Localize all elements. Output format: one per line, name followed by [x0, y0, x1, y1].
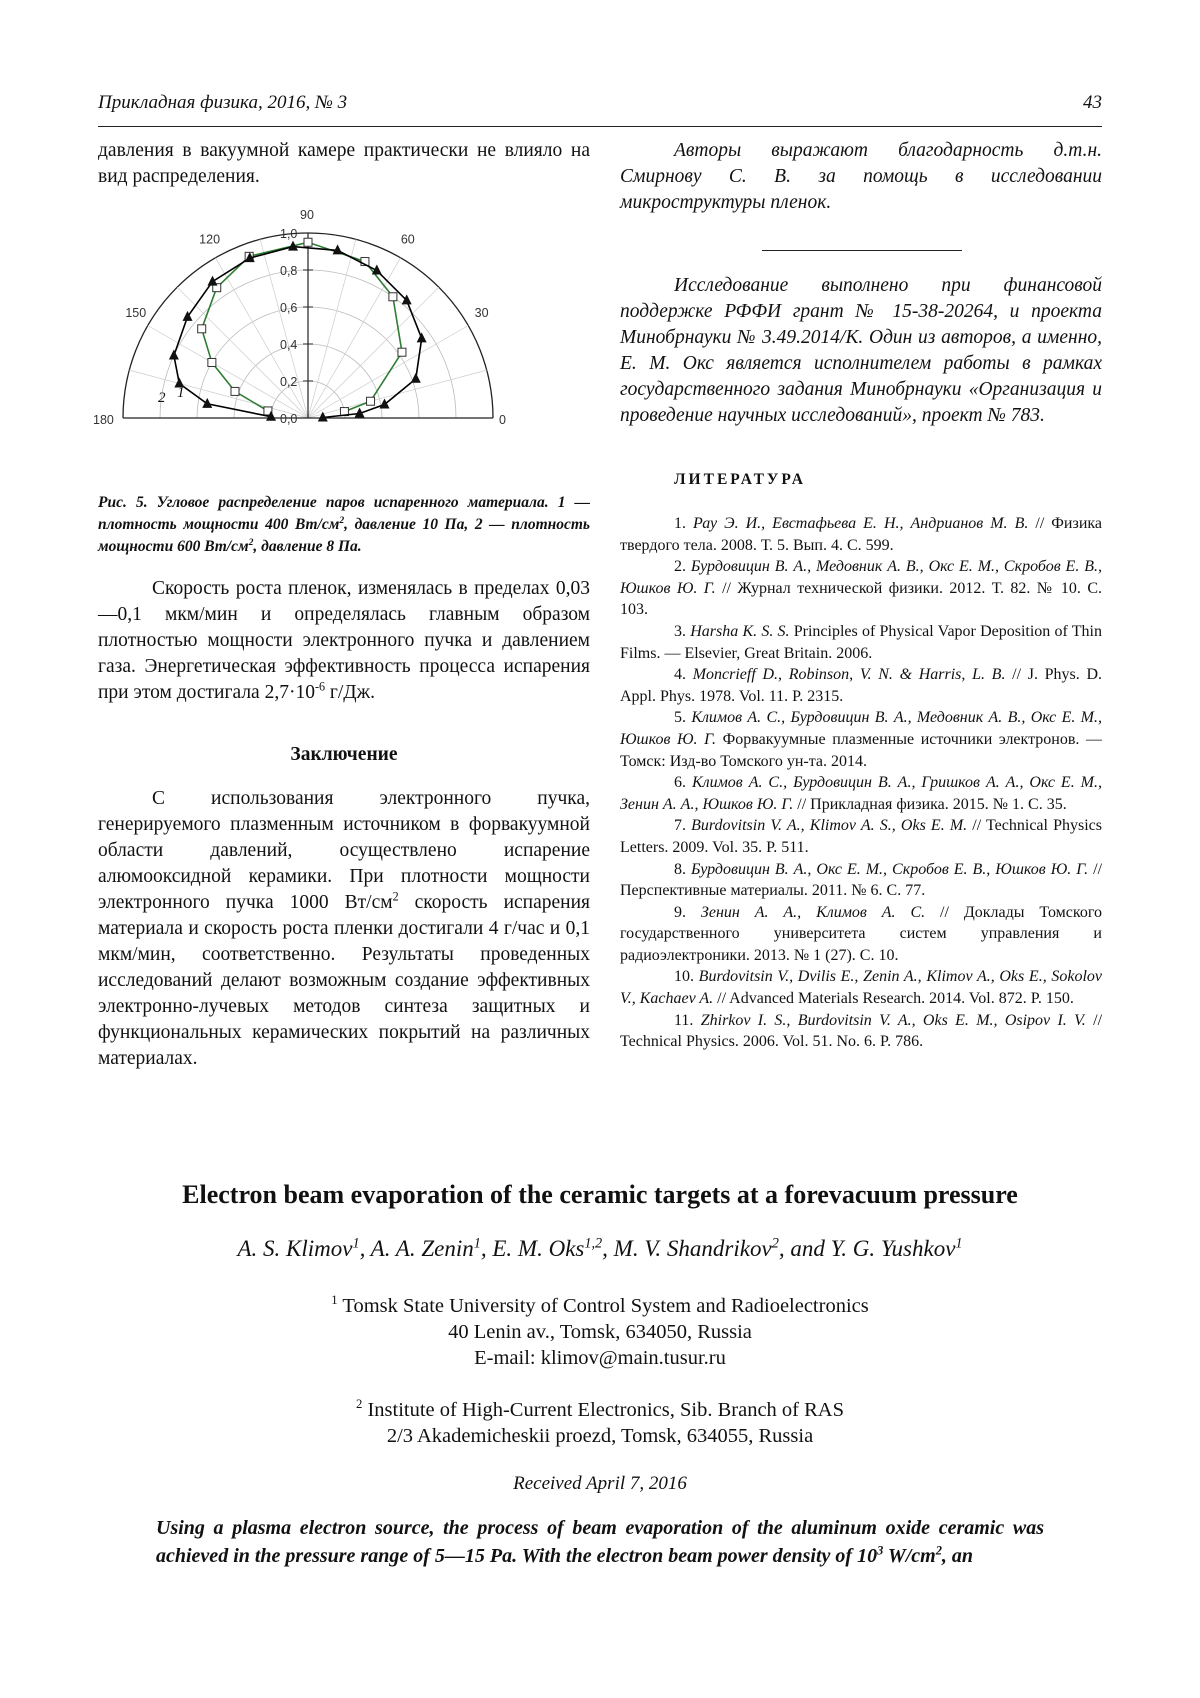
- reference-details: // Журнал технической физики. 2012. Т. 82. № 10. С. 103.: [620, 579, 1103, 619]
- radial-tick-label: 0,8: [280, 264, 298, 278]
- author-name: A. A. Zenin: [370, 1236, 474, 1261]
- polar-chart: [93, 208, 590, 478]
- conclusion-text-end: скорость испарения материала и скорость роста пленки достигали 4 г/час и 0,1 мкм/мин, соответственно. Результаты проведенных исследований делают возможным создание эффективных электронно-лучевых методов синтеза защитных и функциональных керамических покрытий на различных материалах.: [98, 892, 590, 1069]
- radial-tick-label: 1,0: [280, 227, 298, 241]
- caption-line2: 2 — плотность мощности 600 Вт/см: [98, 516, 590, 555]
- reference-authors: Климов А. С., Бурдовицин В. А., Медовник А. В., Окс Е. М., Юшков Ю. Г.: [620, 709, 1103, 748]
- reference-details: // Technical Physics Letters. 2009. Vol. 35. P. 511.: [620, 817, 1103, 856]
- author-affiliation-sup: 1,2: [584, 1235, 603, 1252]
- reference-authors: Зенин А. А., Климов А. С.: [700, 903, 926, 921]
- angle-tick-label: 180: [93, 413, 114, 427]
- received-date: Received April 7, 2016: [513, 1473, 687, 1494]
- author-name: A. S. Klimov: [237, 1236, 353, 1261]
- reference-item: [620, 556, 1102, 621]
- journal-header: Прикладная физика, 2016, № 3: [98, 92, 348, 113]
- angle-tick-label: 120: [199, 232, 221, 247]
- data-point-triangle: [202, 398, 212, 408]
- english-title: Electron beam evaporation of the ceramic targets at a forevacuum pressure: [182, 1180, 1018, 1209]
- reference-item: [620, 772, 1102, 815]
- reference-item: [620, 902, 1102, 967]
- caption-label: Рис. 5.: [98, 494, 148, 511]
- data-point-square: [367, 397, 375, 405]
- abstract-sup2: 2: [935, 1543, 942, 1558]
- author-name: M. V. Shandrikov: [613, 1236, 772, 1261]
- reference-item: [620, 966, 1102, 1009]
- data-point-triangle: [169, 349, 179, 359]
- acknowledgment: Авторы выражают благодарность д.т.н. Смирнову С. В. за помощь в исследовании микроструктуры пленок.: [620, 140, 1102, 213]
- data-point-triangle: [207, 276, 217, 286]
- abstract-text: Using a plasma electron source, the process of beam evaporation of the aluminum oxide ceramic was achieved in the pressure range of 5—15 Pa. With the electron beam power density of 10: [156, 1517, 1044, 1567]
- references-list: [620, 513, 1102, 1053]
- aff1-address: 40 Lenin av., Tomsk, 634050, Russia: [448, 1321, 752, 1343]
- author-separator: ,: [480, 1236, 493, 1261]
- funding-note: Исследование выполнено при финансовой поддержке РФФИ грант № 15-38-20264, и проекта Минобрнауки № 3.49.2014/К. Один из авторов, а именно, Е. М. Окс является исполнителем работы в рамках государственного задания Минобрнауки «Организация и проведение научных исследований», проект № 783.: [620, 275, 1102, 426]
- reference-details: Форвакуумные плазменные источники электронов. — Томск: Изд-во Томского ун-та. 2014.: [620, 730, 1102, 770]
- reference-item: [620, 664, 1102, 707]
- reference-details: // Доклады Томского государственного университета систем управления и радиоэлектроники. 2013. № 1 (27). С. 10.: [620, 903, 1103, 964]
- angle-tick-label: 30: [474, 306, 489, 321]
- abstract-mid: W/cm: [883, 1545, 936, 1567]
- reference-details: // Перспективные материалы. 2011. № 6. С. 77.: [620, 860, 1103, 900]
- caption-line2-post: , давление 8 Па.: [253, 538, 362, 555]
- caption-line1: 1 — плотность мощности 400 Вт/см: [98, 494, 591, 533]
- author-affiliation-sup: 1: [352, 1235, 360, 1252]
- author-separator: , and: [778, 1236, 831, 1261]
- reference-number: 10.: [674, 968, 694, 986]
- author-separator: ,: [359, 1236, 371, 1261]
- radial-tick-label: 0,6: [280, 301, 298, 315]
- reference-details: // Прикладная физика. 2015. № 1. С. 35.: [793, 795, 1067, 813]
- reference-item: [620, 859, 1102, 902]
- reference-number: 1.: [674, 515, 686, 532]
- aff2-sup: 2: [355, 1397, 363, 1412]
- chart-series: [169, 238, 427, 421]
- grid-spoke: [308, 239, 356, 418]
- angle-tick-label: 150: [125, 306, 147, 321]
- aff2-name: Institute of High-Current Electronics, Sib. Branch of RAS: [362, 1399, 845, 1421]
- reference-details: // J. Phys. D. Appl. Phys. 1978. Vol. 11. P. 2315.: [620, 666, 1102, 705]
- growth-paragraph: [98, 576, 590, 706]
- reference-item: [620, 815, 1102, 858]
- reference-number: 4.: [674, 666, 686, 684]
- conclusion-text: С использования электронного пучка, генерируемого плазменным источником в форвакуумной области давлений, осуществлено испарение алюмооксидной керамики. При плотности мощности электронного пучка 1000 Вт/см: [98, 788, 590, 913]
- reference-details: Principles of Physical Vapor Deposition of Thin Films. — Elsevier, Great Britain. 2006.: [620, 622, 1102, 662]
- conclusion-title: Заключение: [290, 744, 398, 765]
- reference-number: 8.: [674, 860, 686, 878]
- growth-text-end: г/Дж.: [325, 682, 375, 703]
- data-point-square: [231, 387, 239, 395]
- data-point-triangle: [411, 373, 421, 383]
- reference-item: [620, 1010, 1102, 1053]
- radial-tick-label: 0,0: [280, 412, 298, 426]
- conclusion-paragraph: [98, 786, 590, 1072]
- reference-details: // Technical Physics. 2006. Vol. 51. No. 6. P. 786.: [620, 1011, 1103, 1051]
- reference-authors: Burdovitsin V., Dvilis E., Zenin A., Klimov A., Oks E., Sokolov V., Kachaev A.: [620, 968, 1103, 1008]
- reference-authors: Рау Э. И., Евстафьева Е. Н., Андрианов М. В.: [693, 515, 1029, 532]
- affiliation-1: [0, 1293, 1200, 1371]
- english-abstract: [156, 1514, 1044, 1570]
- aff2-address: 2/3 Akademicheskii proezd, Tomsk, 634055, Russia: [386, 1425, 814, 1447]
- grid-spoke: [308, 326, 468, 419]
- author-name: Y. G. Yushkov: [830, 1236, 956, 1261]
- aff1-sup: 1: [331, 1293, 338, 1308]
- data-point-square: [208, 359, 216, 367]
- reference-authors: Burdovitsin V. A., Klimov A. S., Oks E. M.: [691, 817, 968, 835]
- data-point-square: [398, 348, 406, 356]
- data-point-square: [198, 325, 206, 333]
- affiliation-2: [0, 1397, 1200, 1449]
- reference-authors: Бурдовицин В. А., Окс Е. М., Скробов Е. В., Юшков Ю. Г.: [691, 860, 1089, 878]
- reference-authors: Zhirkov I. S., Burdovitsin V. A., Oks E. M., Osipov I. V.: [700, 1011, 1086, 1029]
- conclusion-sup: 2: [392, 889, 399, 904]
- reference-item: [620, 621, 1102, 664]
- abstract-text-end: , an: [941, 1545, 974, 1567]
- reference-number: 5.: [674, 709, 686, 727]
- author-name: E. M. Oks: [492, 1236, 585, 1261]
- reference-authors: Harsha K. S. S.: [690, 622, 790, 640]
- growth-text: Скорость роста пленок, изменялась в пределах 0,03—0,1 мкм/мин и определялась главным образом плотностью мощности электронного пучка и давлением газа. Энергетическая эффективность процесса испарения при этом достигала 2,7·10: [98, 578, 590, 703]
- abstract-sup1: 3: [877, 1543, 884, 1558]
- reference-number: 2.: [674, 558, 686, 576]
- angle-tick-label: 90: [300, 208, 314, 222]
- figure-caption: [98, 492, 590, 558]
- aff1-email: E-mail: klimov@main.tusur.ru: [474, 1347, 726, 1369]
- aff1-name: Tomsk State University of Control System and Radioelectronics: [337, 1295, 869, 1317]
- radial-tick-label: 0,2: [280, 375, 298, 389]
- right-column: [620, 138, 1102, 1053]
- caption-line2-sup: 2: [248, 536, 254, 548]
- reference-number: 3.: [674, 622, 686, 640]
- caption-line1-sup: 2: [339, 514, 345, 526]
- reference-number: 11.: [674, 1011, 694, 1029]
- angle-tick-label: 0: [499, 413, 506, 427]
- reference-details: // Advanced Materials Research. 2014. Vol. 872. P. 150.: [713, 990, 1074, 1008]
- page-number: 43: [1083, 92, 1102, 113]
- reference-authors: Moncrieff D., Robinson, V. N. & Harris, L. B.: [692, 666, 1006, 684]
- intro-paragraph: давления в вакуумной камере практически не влияло на вид распределения.: [98, 140, 590, 187]
- separator-rule: [762, 250, 962, 251]
- reference-item: [620, 513, 1102, 556]
- left-column: [98, 138, 590, 190]
- caption-line1-post: , давление 10 Па,: [344, 516, 469, 533]
- data-point-square: [304, 238, 312, 246]
- chart-labels: [93, 208, 506, 427]
- reference-authors: Климов А. С., Бурдовицин В. А., Гришков А. А., Окс Е. М., Зенин А. А., Юшков Ю. Г.: [620, 774, 1102, 813]
- reference-number: 7.: [674, 817, 686, 835]
- angle-tick-label: 60: [400, 232, 415, 247]
- growth-section: [98, 576, 590, 1072]
- author-affiliation-sup: 2: [771, 1235, 779, 1252]
- reference-number: 9.: [674, 903, 686, 921]
- author-separator: ,: [602, 1236, 614, 1261]
- radial-tick-label: 0,4: [280, 338, 298, 352]
- reference-item: [620, 707, 1102, 772]
- header-rule: [98, 126, 1102, 127]
- grid-spoke: [308, 258, 401, 418]
- reference-details: // Физика твердого тела. 2008. Т. 5. Вып. 4. С. 599.: [620, 515, 1103, 554]
- caption-text: Угловое распределение паров испаренного материала.: [156, 494, 549, 511]
- author-affiliation-sup: 1: [473, 1235, 481, 1252]
- reference-authors: Бурдовицин В. А., Медовник А. В., Окс Е. М., Скробов Е. В., Юшков Ю. Г.: [620, 558, 1102, 597]
- reference-number: 6.: [674, 774, 686, 792]
- growth-sup: -6: [314, 679, 326, 694]
- english-authors: [0, 1236, 1200, 1262]
- author-affiliation-sup: 1: [955, 1235, 963, 1252]
- series-label: 2: [158, 390, 166, 406]
- data-point-triangle: [417, 332, 427, 342]
- series-label: 1: [177, 385, 185, 401]
- data-point-square: [389, 293, 397, 301]
- references-title: ЛИТЕРАТУРА: [674, 471, 806, 488]
